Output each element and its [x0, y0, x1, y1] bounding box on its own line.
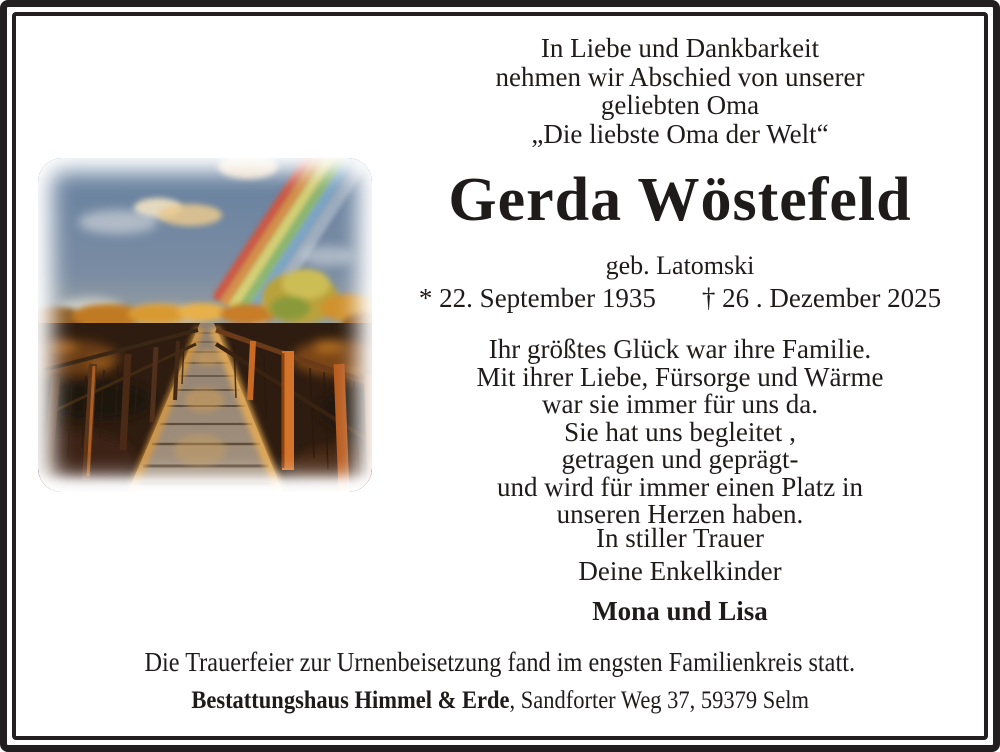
mourners-intro: Deine Enkelkinder — [578, 556, 782, 586]
birth-date — [419, 283, 656, 314]
died-symbol: † — [701, 283, 716, 313]
funeral-home-text — [191, 687, 809, 715]
ceremony-note-text: Die Trauerfeier zur Urnenbeisetzung fand im engsten Familienkreis statt. — [144, 647, 856, 677]
intro-text-block — [382, 34, 978, 148]
intro-line: In Liebe und Dankbarkeit — [540, 33, 820, 63]
life-dates — [380, 283, 980, 314]
born-symbol: * — [418, 283, 433, 313]
poem-line: getragen und geprägt- — [561, 444, 799, 474]
maiden-name: geb. Latomski — [605, 251, 755, 280]
photo-illustration — [38, 158, 372, 492]
death-date — [702, 283, 941, 314]
poem-line: Ihr größtes Glück war ihre Familie. — [488, 334, 872, 364]
intro-line: nehmen wir Abschied von unserer — [495, 61, 865, 92]
funeral-home-name: Bestattungshaus Himmel & Erde — [191, 687, 510, 714]
poem-line: und wird für immer einen Platz in — [497, 471, 863, 502]
poem-line: Sie hat uns begleitet , — [564, 416, 796, 447]
funeral-home-address: , Sandforter Weg 37, 59379 Selm — [509, 687, 809, 714]
funeral-home-line — [0, 687, 1000, 715]
birth-date-text: 22. September 1935 — [439, 283, 656, 313]
deceased-name: Gerda Wöstefeld — [448, 166, 912, 234]
memorial-poem — [380, 336, 980, 529]
intro-line: „Die liebste Oma der Welt“ — [531, 118, 829, 149]
mourning-phrase: In stiller Trauer — [596, 523, 764, 553]
death-date-text: 26 . Dezember 2025 — [722, 283, 942, 313]
poem-line: unseren Herzen haben. — [556, 499, 804, 529]
poem-line: Mit ihrer Liebe, Fürsorge und Wärme — [476, 361, 884, 392]
mourners-names: Mona und Lisa — [592, 596, 768, 626]
ceremony-note — [0, 647, 1000, 678]
photo-soft-bottom — [38, 480, 372, 492]
boardwalk-rainbow-photo — [38, 158, 372, 492]
intro-line: geliebten Oma — [600, 90, 760, 120]
poem-line: war sie immer für uns da. — [542, 389, 818, 419]
